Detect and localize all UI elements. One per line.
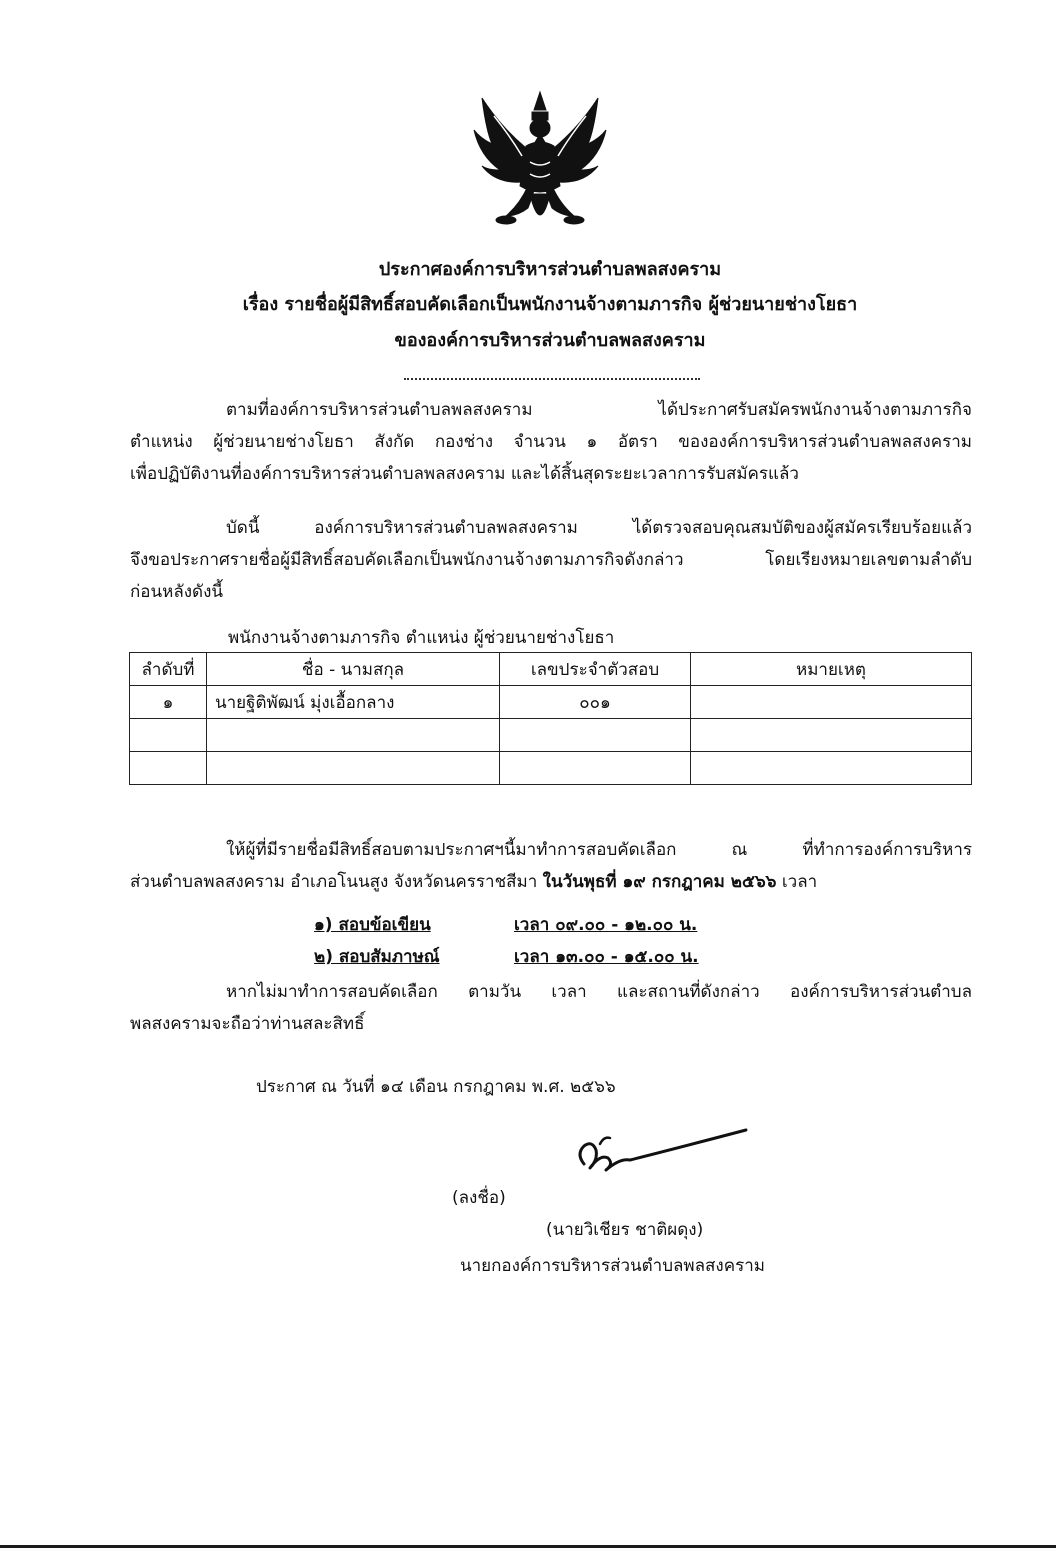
table-caption: พนักงานจ้างตามภารกิจ ตำแหน่ง ผู้ช่วยนายช่างโยธา — [228, 628, 615, 648]
table-cell-exam-id — [500, 719, 691, 752]
table-cell-name: นายฐิติพัฒน์ มุ่งเอื้อกลาง — [207, 686, 500, 719]
table-cell-order — [130, 719, 207, 752]
announcement-title: ประกาศองค์การบริหารส่วนตำบลพลสงคราม — [378, 259, 722, 280]
handwritten-signature — [570, 1124, 750, 1194]
schedule-item-interview — [314, 943, 699, 970]
table-row — [130, 752, 972, 785]
paragraph-exam-location — [130, 834, 972, 898]
candidate-table — [129, 652, 972, 785]
paragraph-exam-location-line-2 — [130, 866, 972, 898]
paragraph-exam-location-line-1: ให้ผู้ที่มีรายชื่อมีสิทธิ์สอบตามประกาศฯนี้มาทำการสอบคัดเลือก ณ ที่ทำการองค์การบริหาร — [226, 840, 972, 860]
paragraph-result-line-1: บัดนี้ องค์การบริหารส่วนตำบลพลสงคราม ได้ตรวจสอบคุณสมบัติของผู้สมัครเรียบร้อยแล้ว — [226, 518, 972, 538]
table-row — [130, 686, 972, 719]
table-cell-name — [207, 719, 500, 752]
paragraph-intro-line-2: ตำแหน่ง ผู้ช่วยนายช่างโยธา สังกัด กองช่าง จำนวน ๑ อัตรา ขององค์การบริหารส่วนตำบลพลสงคราม — [130, 432, 972, 452]
exam-date: ในวันพุธที่ ๑๙ กรกฎาคม ๒๕๖๖ — [542, 872, 777, 892]
signer-name: (นายวิเชียร ชาติผดุง) — [546, 1220, 704, 1240]
schedule-item-written — [314, 911, 697, 938]
signer-position: นายกองค์การบริหารส่วนตำบลพลสงคราม — [460, 1256, 765, 1276]
announce-date: ประกาศ ณ วันที่ ๑๔ เดือน กรกฎาคม พ.ศ. ๒๕๖๖ — [256, 1077, 616, 1097]
paragraph-forfeit-line-1: หากไม่มาทำการสอบคัดเลือก ตามวัน เวลา และสถานที่ดังกล่าว องค์การบริหารส่วนตำบล — [226, 982, 972, 1002]
scan-edge-line — [0, 1545, 1056, 1548]
signature-label: (ลงชื่อ) — [452, 1188, 506, 1208]
paragraph-forfeit-line-2: พลสงครามจะถือว่าท่านสละสิทธิ์ — [130, 1014, 365, 1034]
paragraph-forfeit — [130, 976, 972, 1040]
table-header-row — [130, 653, 972, 686]
exam-location-text: ส่วนตำบลพลสงคราม อำเภอโนนสูง จังหวัดนครราชสีมา — [130, 872, 543, 892]
schedule-item-time: เวลา ๑๓.๐๐ - ๑๕.๐๐ น. — [514, 947, 699, 967]
announcement-org: ขององค์การบริหารส่วนตำบลพลสงคราม — [394, 330, 706, 351]
dotted-divider — [404, 378, 700, 380]
paragraph-intro-line-1: ตามที่องค์การบริหารส่วนตำบลพลสงคราม ได้ประกาศรับสมัครพนักงานจ้างตามภารกิจ — [226, 400, 972, 420]
paragraph-result — [130, 512, 972, 608]
table-header-exam-id: เลขประจำตัวสอบ — [500, 653, 691, 686]
table-cell-remark — [691, 686, 972, 719]
paragraph-result-line-2: จึงขอประกาศรายชื่อผู้มีสิทธิ์สอบคัดเลือกเป็นพนักงานจ้างตามภารกิจดังกล่าว โดยเรียงหมายเลขตามลำดับ — [130, 550, 972, 570]
table-cell-order: ๑ — [130, 686, 207, 719]
table-cell-order — [130, 752, 207, 785]
table-cell-exam-id — [500, 752, 691, 785]
paragraph-result-line-3: ก่อนหลังดังนี้ — [130, 582, 224, 602]
exam-time-label: เวลา — [776, 872, 818, 892]
paragraph-intro — [130, 394, 972, 490]
table-cell-remark — [691, 719, 972, 752]
schedule-item-label: ๒) สอบสัมภาษณ์ — [314, 947, 440, 967]
schedule-item-label: ๑) สอบข้อเขียน — [314, 915, 431, 935]
table-cell-exam-id: ๐๐๑ — [500, 686, 691, 719]
table-cell-remark — [691, 752, 972, 785]
table-header-remark: หมายเหตุ — [691, 653, 972, 686]
table-header-order: ลำดับที่ — [130, 653, 207, 686]
table-cell-name — [207, 752, 500, 785]
table-header-name: ชื่อ - นามสกุล — [207, 653, 500, 686]
garuda-emblem-icon — [470, 86, 610, 246]
paragraph-intro-line-3: เพื่อปฏิบัติงานที่องค์การบริหารส่วนตำบลพลสงคราม และได้สิ้นสุดระยะเวลาการรับสมัครแล้ว — [130, 464, 799, 484]
announcement-subject: เรื่อง รายชื่อผู้มีสิทธิ์สอบคัดเลือกเป็นพนักงานจ้างตามภารกิจ ผู้ช่วยนายช่างโยธา — [242, 294, 858, 315]
table-row — [130, 719, 972, 752]
schedule-item-time: เวลา ๐๙.๐๐ - ๑๒.๐๐ น. — [514, 915, 698, 935]
